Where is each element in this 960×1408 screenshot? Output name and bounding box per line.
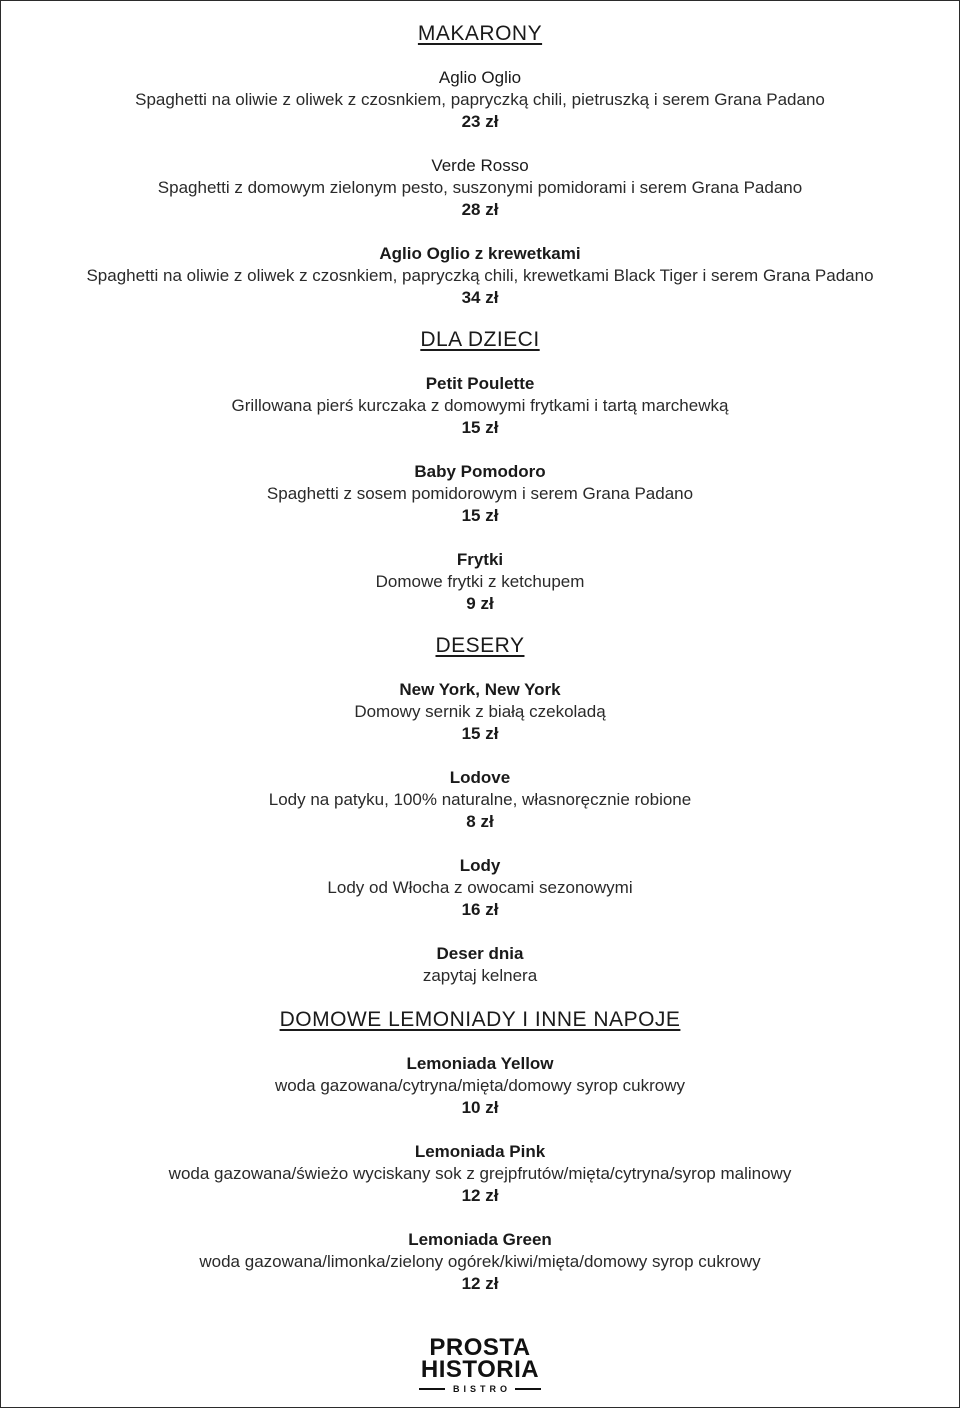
section-title: DLA DZIECI [420, 328, 540, 351]
item-description: woda gazowana/cytryna/mięta/domowy syrop cukrowy [274, 1076, 686, 1095]
item-price: 12 zł [461, 1186, 499, 1205]
menu-item [1, 243, 959, 309]
item-name: Petit Poulette [425, 374, 535, 393]
item-name: Lemoniada Pink [414, 1142, 546, 1161]
item-name: Deser dnia [436, 944, 524, 963]
menu-item [1, 67, 959, 133]
item-name: Baby Pomodoro [414, 462, 546, 481]
section-napoje [1, 1009, 959, 1295]
item-description: Spaghetti z domowym zielonym pesto, suszonymi pomidorami i serem Grana Padano [157, 178, 803, 197]
logo-rule-left [419, 1388, 445, 1390]
section-title: MAKARONY [417, 22, 543, 45]
item-description: Domowy sernik z białą czekoladą [354, 702, 606, 721]
menu-item [1, 461, 959, 527]
item-price: 28 zł [461, 200, 499, 219]
item-name: Verde Rosso [431, 156, 529, 175]
item-price: 10 zł [461, 1098, 499, 1117]
item-name: Aglio Oglio z krewetkami [379, 244, 581, 263]
item-name: Lemoniada Green [408, 1230, 552, 1249]
section-title: DOMOWE LEMONIADY I INNE NAPOJE [279, 1008, 681, 1031]
item-price: 15 zł [461, 506, 499, 525]
item-name: Lodove [449, 768, 511, 787]
menu-item [1, 373, 959, 439]
item-price: 16 zł [461, 900, 499, 919]
item-name: New York, New York [399, 680, 561, 699]
item-price: 9 zł [466, 594, 494, 613]
menu-item [1, 155, 959, 221]
menu-item [1, 855, 959, 921]
menu-item [1, 767, 959, 833]
item-name: Lody [459, 856, 501, 875]
item-description: Lody od Włocha z owocami sezonowymi [327, 878, 633, 897]
item-price: 15 zł [461, 724, 499, 743]
menu-item [1, 549, 959, 615]
section-makarony [1, 23, 959, 309]
item-description: Lody na patyku, 100% naturalne, własnoręcznie robione [268, 790, 692, 809]
item-name: Lemoniada Yellow [406, 1054, 554, 1073]
logo-bistro-label: BISTRO [452, 1384, 511, 1394]
brand-logo [1, 1334, 959, 1394]
menu-item [1, 1141, 959, 1207]
item-description: Grillowana pierś kurczaka z domowymi frytkami i tartą marchewką [231, 396, 729, 415]
item-name: Frytki [456, 550, 504, 569]
menu-item [1, 1229, 959, 1295]
section-title: DESERY [435, 634, 525, 657]
menu-item [1, 679, 959, 745]
item-name: Aglio Oglio [438, 68, 522, 87]
item-description: Spaghetti na oliwie z oliwek z czosnkiem, papryczką chili, krewetkami Black Tiger i serem Grana Padano [86, 266, 874, 285]
logo-subline [419, 1384, 541, 1394]
item-description: Spaghetti z sosem pomidorowym i serem Grana Padano [266, 484, 694, 503]
item-price: 23 zł [461, 112, 499, 131]
item-price: 15 zł [461, 418, 499, 437]
item-description: Spaghetti na oliwie z oliwek z czosnkiem, papryczką chili, pietruszką i serem Grana Padano [135, 90, 825, 109]
menu-item [1, 943, 959, 987]
item-price: 12 zł [461, 1274, 499, 1293]
item-description: Domowe frytki z ketchupem [375, 572, 585, 591]
section-desery [1, 635, 959, 987]
logo-rule-right [515, 1388, 541, 1390]
item-description: woda gazowana/limonka/zielony ogórek/kiwi/mięta/domowy syrop cukrowy [199, 1252, 761, 1271]
logo-line-prosta: PROSTA [429, 1334, 531, 1361]
item-price: 8 zł [466, 812, 494, 831]
item-description: zapytaj kelnera [422, 966, 538, 985]
item-price: 34 zł [461, 288, 499, 307]
logo-line-historia: HISTORIA [420, 1356, 540, 1383]
section-dla-dzieci [1, 329, 959, 615]
item-description: woda gazowana/świeżo wyciskany sok z grejpfrutów/mięta/cytryna/syrop malinowy [168, 1164, 792, 1183]
menu-item [1, 1053, 959, 1119]
